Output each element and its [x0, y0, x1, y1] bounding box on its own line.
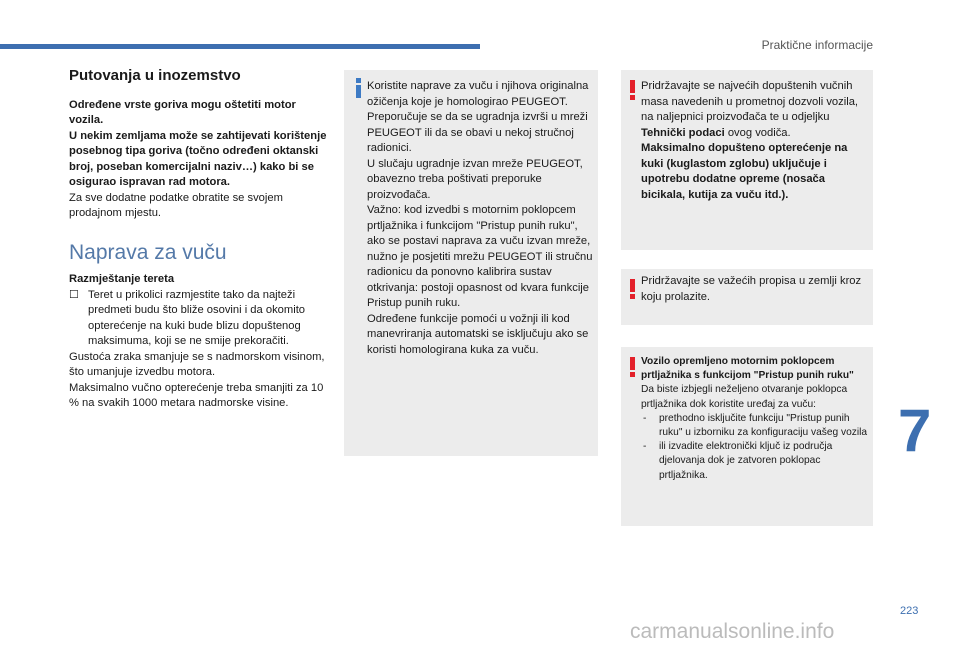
warning-3-title: Vozilo opremljeno motornim poklopcem prtljažnika s funkcijom "Pristup punih ruku": [641, 356, 854, 382]
checkbox-bullet-icon: ☐: [69, 288, 80, 301]
dash-bullet: -: [643, 412, 647, 424]
list-item-text: ili izvadite elektronički ključ iz područja djelovanja dok je zatvoren poklopac prtljažnika.: [659, 441, 833, 481]
watermark: carmanualsonline.info: [630, 620, 835, 643]
warning-1-paragraph: Pridržavajte se najvećih dopuštenih vučnih masa navedenih u prometnoj dozvoli vozila, na naljepnici proizvođača te u odjeljku Tehnički podaci ovog vodiča.: [641, 80, 859, 139]
warning-icon: [629, 80, 637, 100]
travel-abroad-heading: Putovanja u inozemstvo: [69, 67, 241, 84]
list-item: [641, 440, 871, 483]
info-paragraph-2: U slučaju ugradnje izvan mreže PEUGEOT, obavezno treba poštivati preporuke proizvođača.: [367, 157, 583, 201]
left-column: [69, 68, 327, 412]
info-box-text: [367, 79, 594, 358]
info-icon: [352, 78, 364, 98]
warning-box-regulations: [621, 269, 873, 325]
warning-icon: [629, 357, 637, 377]
info-paragraph-1: Koristite naprave za vuču i njihova originalna ožičenja koje je homologirao PEUGEOT. Preporučuje se da se ugradnja izvrši u mreži PEUGEOT ili da se obavi u nekoj stručnoj radionici.: [367, 80, 589, 154]
header-accent-bar: [0, 44, 480, 49]
list-item-text: prethodno isključite funkciju "Pristup punih ruku" u izborniku za konfiguraciju vašeg vozila: [659, 412, 868, 439]
max-load-paragraph: Maksimalno vučno opterećenje treba smanjiti za 10 % na svakih 1000 metara nadmorske visine.: [69, 381, 324, 409]
info-paragraph-4: Određene funkcije pomoći u vožnji ili kod manevriranja automatski se isključuju ako se koristi homologirana kuka za vuču.: [367, 312, 589, 356]
warning-2-text: Pridržavajte se važećih propisa u zemlji kroz koju prolazite.: [641, 275, 862, 303]
warning-3-text: [641, 355, 871, 483]
info-box: [344, 70, 598, 456]
load-bullet: [69, 288, 327, 350]
air-density-paragraph: Gustoća zraka smanjuje se s nadmorskom visinom, što umanjuje izvedbu motora.: [69, 350, 325, 378]
info-paragraph-3: Važno: kod izvedbi s motornim poklopcem prtljažnika i funkcijom "Pristup punih ruku", ako se postavi naprava za vuču izvan mreže, nužno je posjetiti mrežu PEUGEOT ili stručnu radionicu da ponovno kalibrira sustav otkrivanja: postoji opasnost od kvara funkcije Pristup punih ruku.: [367, 204, 593, 309]
dash-bullet: -: [643, 441, 647, 453]
chapter-number: 7: [898, 397, 932, 464]
warning-3-paragraph: Da biste izbjegli neželjeno otvaranje poklopca prtljažnika dok koristite uređaj za vuču:: [641, 384, 848, 410]
fuel-warning-paragraph: Određene vrste goriva mogu oštetiti motor vozila.: [69, 98, 296, 126]
section-title: Praktične informacije: [761, 38, 873, 52]
warning-icon: [629, 279, 637, 299]
warning-box-towing-mass: [621, 70, 873, 250]
load-bullet-text: Teret u prikolici razmjestite tako da najteži predmeti budu što bliže osovini i da okomito opterećenje na kuki bude blizu dopuštenog maksimuma, koji se ne smije prekoračiti.: [88, 288, 306, 347]
warning-box-hands-free: [621, 347, 873, 526]
warning-1-text: [641, 79, 869, 203]
fuel-type-paragraph: U nekim zemljama može se zahtijevati korištenje posebnog tipa goriva (točno određeni oktanski broj, poseban komercijalni naziv…) kako bi se osigurao ispravan rad motora.: [69, 129, 327, 188]
load-distribution-subheading: Razmještanje tereta: [69, 273, 175, 285]
contact-dealer-paragraph: Za sve dodatne podatke obratite se svojem prodajnom mjestu.: [69, 191, 283, 219]
page-number: 223: [900, 605, 919, 617]
list-item: [641, 412, 871, 440]
warning-1-bold-block: Maksimalno dopušteno opterećenje na kuki (kuglastom zglobu) uključuje i upotrebu dodatne opreme (nosača bicikala, kutija za vuču itd.).: [641, 142, 848, 201]
towing-device-heading: Naprava za vuču: [69, 240, 227, 264]
